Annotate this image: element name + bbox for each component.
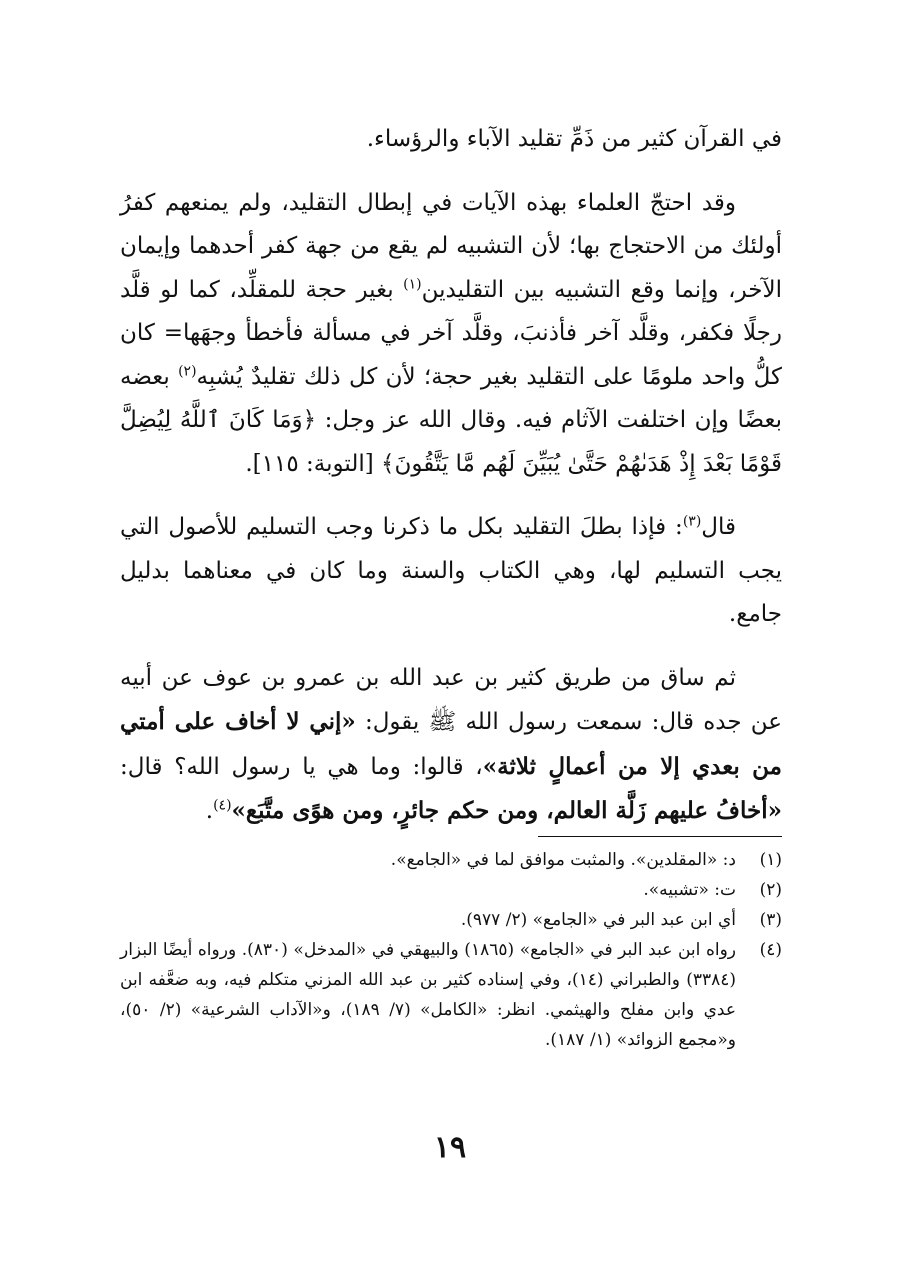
page-number: ١٩ bbox=[433, 1130, 467, 1165]
verse-citation: [التوبة: ١١٥]. bbox=[245, 450, 381, 477]
paragraph-4-text-c: ، قالوا: وما هي يا رسول الله؟ قال: bbox=[120, 753, 483, 780]
footnote-divider bbox=[538, 836, 782, 837]
footnote-ref-2[interactable]: (٢) bbox=[178, 362, 197, 379]
footnote-number: (٤) bbox=[759, 940, 782, 960]
footnote-number: (٣) bbox=[759, 910, 782, 930]
hadith-quote-2: «أخافُ عليهم زَلَّة العالم، ومن حكم جائرٍ، ومن هوًى متَّبَع» bbox=[231, 797, 782, 824]
footnote-text: ت: «تشبيه». bbox=[643, 880, 736, 900]
footnote-number: (٢) bbox=[759, 880, 782, 900]
footnotes bbox=[120, 845, 782, 1055]
paragraph-3 bbox=[120, 506, 782, 637]
footnote-text: رواه ابن عبد البر في «الجامع» (١٨٦٥) والبيهقي في «المدخل» (٨٣٠). ورواه أيضًا البزار (٣٣٨٤) والطبراني (١٤)، وفي إسناده كثير بن عبد الله المزني متكلم فيه، وبه ضعَّفه ابن عدي وابن مفلح والهيثمي. انظر: «الكامل» (٧/ ١٨٩)، و«الآداب الشرعية» (٢/ ٥٠)، و«مجمع الزوائد» (١/ ١٨٧). bbox=[120, 940, 736, 1050]
paragraph-3-text-b: : فإذا بطلَ التقليد بكل ما ذكرنا وجب التسليم للأصول التي يجب التسليم لها، وهي الكتاب والسنة وما كان في معناهما بدليل جامع. bbox=[120, 514, 782, 627]
footnote-item bbox=[120, 905, 782, 935]
footnote-ref-1[interactable]: (١) bbox=[403, 275, 422, 292]
footnote-number: (١) bbox=[759, 850, 782, 870]
paragraph-4 bbox=[120, 657, 782, 834]
paragraph-1-text: في القرآن كثير من ذَمِّ تقليد الآباء والرؤساء. bbox=[366, 126, 782, 152]
paragraph-1 bbox=[120, 118, 782, 162]
footnote-ref-3[interactable]: (٣) bbox=[682, 513, 702, 530]
hadith-quote-1: «إني لا أخاف على أمتي من بعدي إلا من أعمالٍ ثلاثة» bbox=[120, 708, 782, 780]
footnote-item bbox=[120, 845, 782, 875]
paragraph-3-text-a: قال bbox=[701, 514, 736, 540]
quran-verse: ﴿وَمَا كَانَ ٱللَّهُ لِيُضِلَّ قَوْمًا بَعْدَ إِذْ هَدَىٰهُمْ حَتَّىٰ يُبَيِّنَ لَهُم مَّا يَتَّقُونَ﴾ bbox=[120, 407, 782, 477]
paragraph-4-text-a: ثم ساق من طريق كثير بن عبد الله بن عمرو بن عوف عن أبيه عن جده قال: سمعت رسول الله ﷺ يقول: bbox=[120, 664, 782, 735]
paragraph-2 bbox=[120, 182, 782, 487]
footnote-text: أي ابن عبد البر في «الجامع» (٢/ ٩٧٧). bbox=[460, 910, 736, 930]
footnote-text: د: «المقلدين». والمثبت موافق لما في «الجامع». bbox=[390, 850, 736, 870]
main-text bbox=[120, 118, 782, 834]
paragraph-4-text-e: . bbox=[205, 798, 214, 824]
footnote-ref-4[interactable]: (٤) bbox=[213, 797, 232, 814]
footnote-item bbox=[120, 935, 782, 1055]
footnote-item bbox=[120, 875, 782, 905]
paragraph-2-text-b: بغير حجة للمقلِّد، كما لو قلَّد رجلًا فكفر، وقلَّد آخر فأذنبَ، وقلَّد آخر في مسألة فأخطأ وجهَها= كان كلُّ واحد ملومًا على التقليد بغير حجة؛ لأن كل ذلك تقليدٌ يُشبِه bbox=[120, 276, 782, 390]
paragraph-2-text-c: بعضه بعضًا وإن اختلفت الآثام فيه. وقال الله عز وجل: bbox=[120, 363, 782, 433]
paragraph-2-text-a: وقد احتجّ العلماء بهذه الآيات في إبطال التقليد، ولم يمنعهم كفرُ أولئك من الاحتجاج بها؛ لأن التشبيه لم يقع من جهة كفر أحدهما وإيمان الآخر، وإنما وقع التشبيه بين التقليدين bbox=[120, 189, 782, 303]
